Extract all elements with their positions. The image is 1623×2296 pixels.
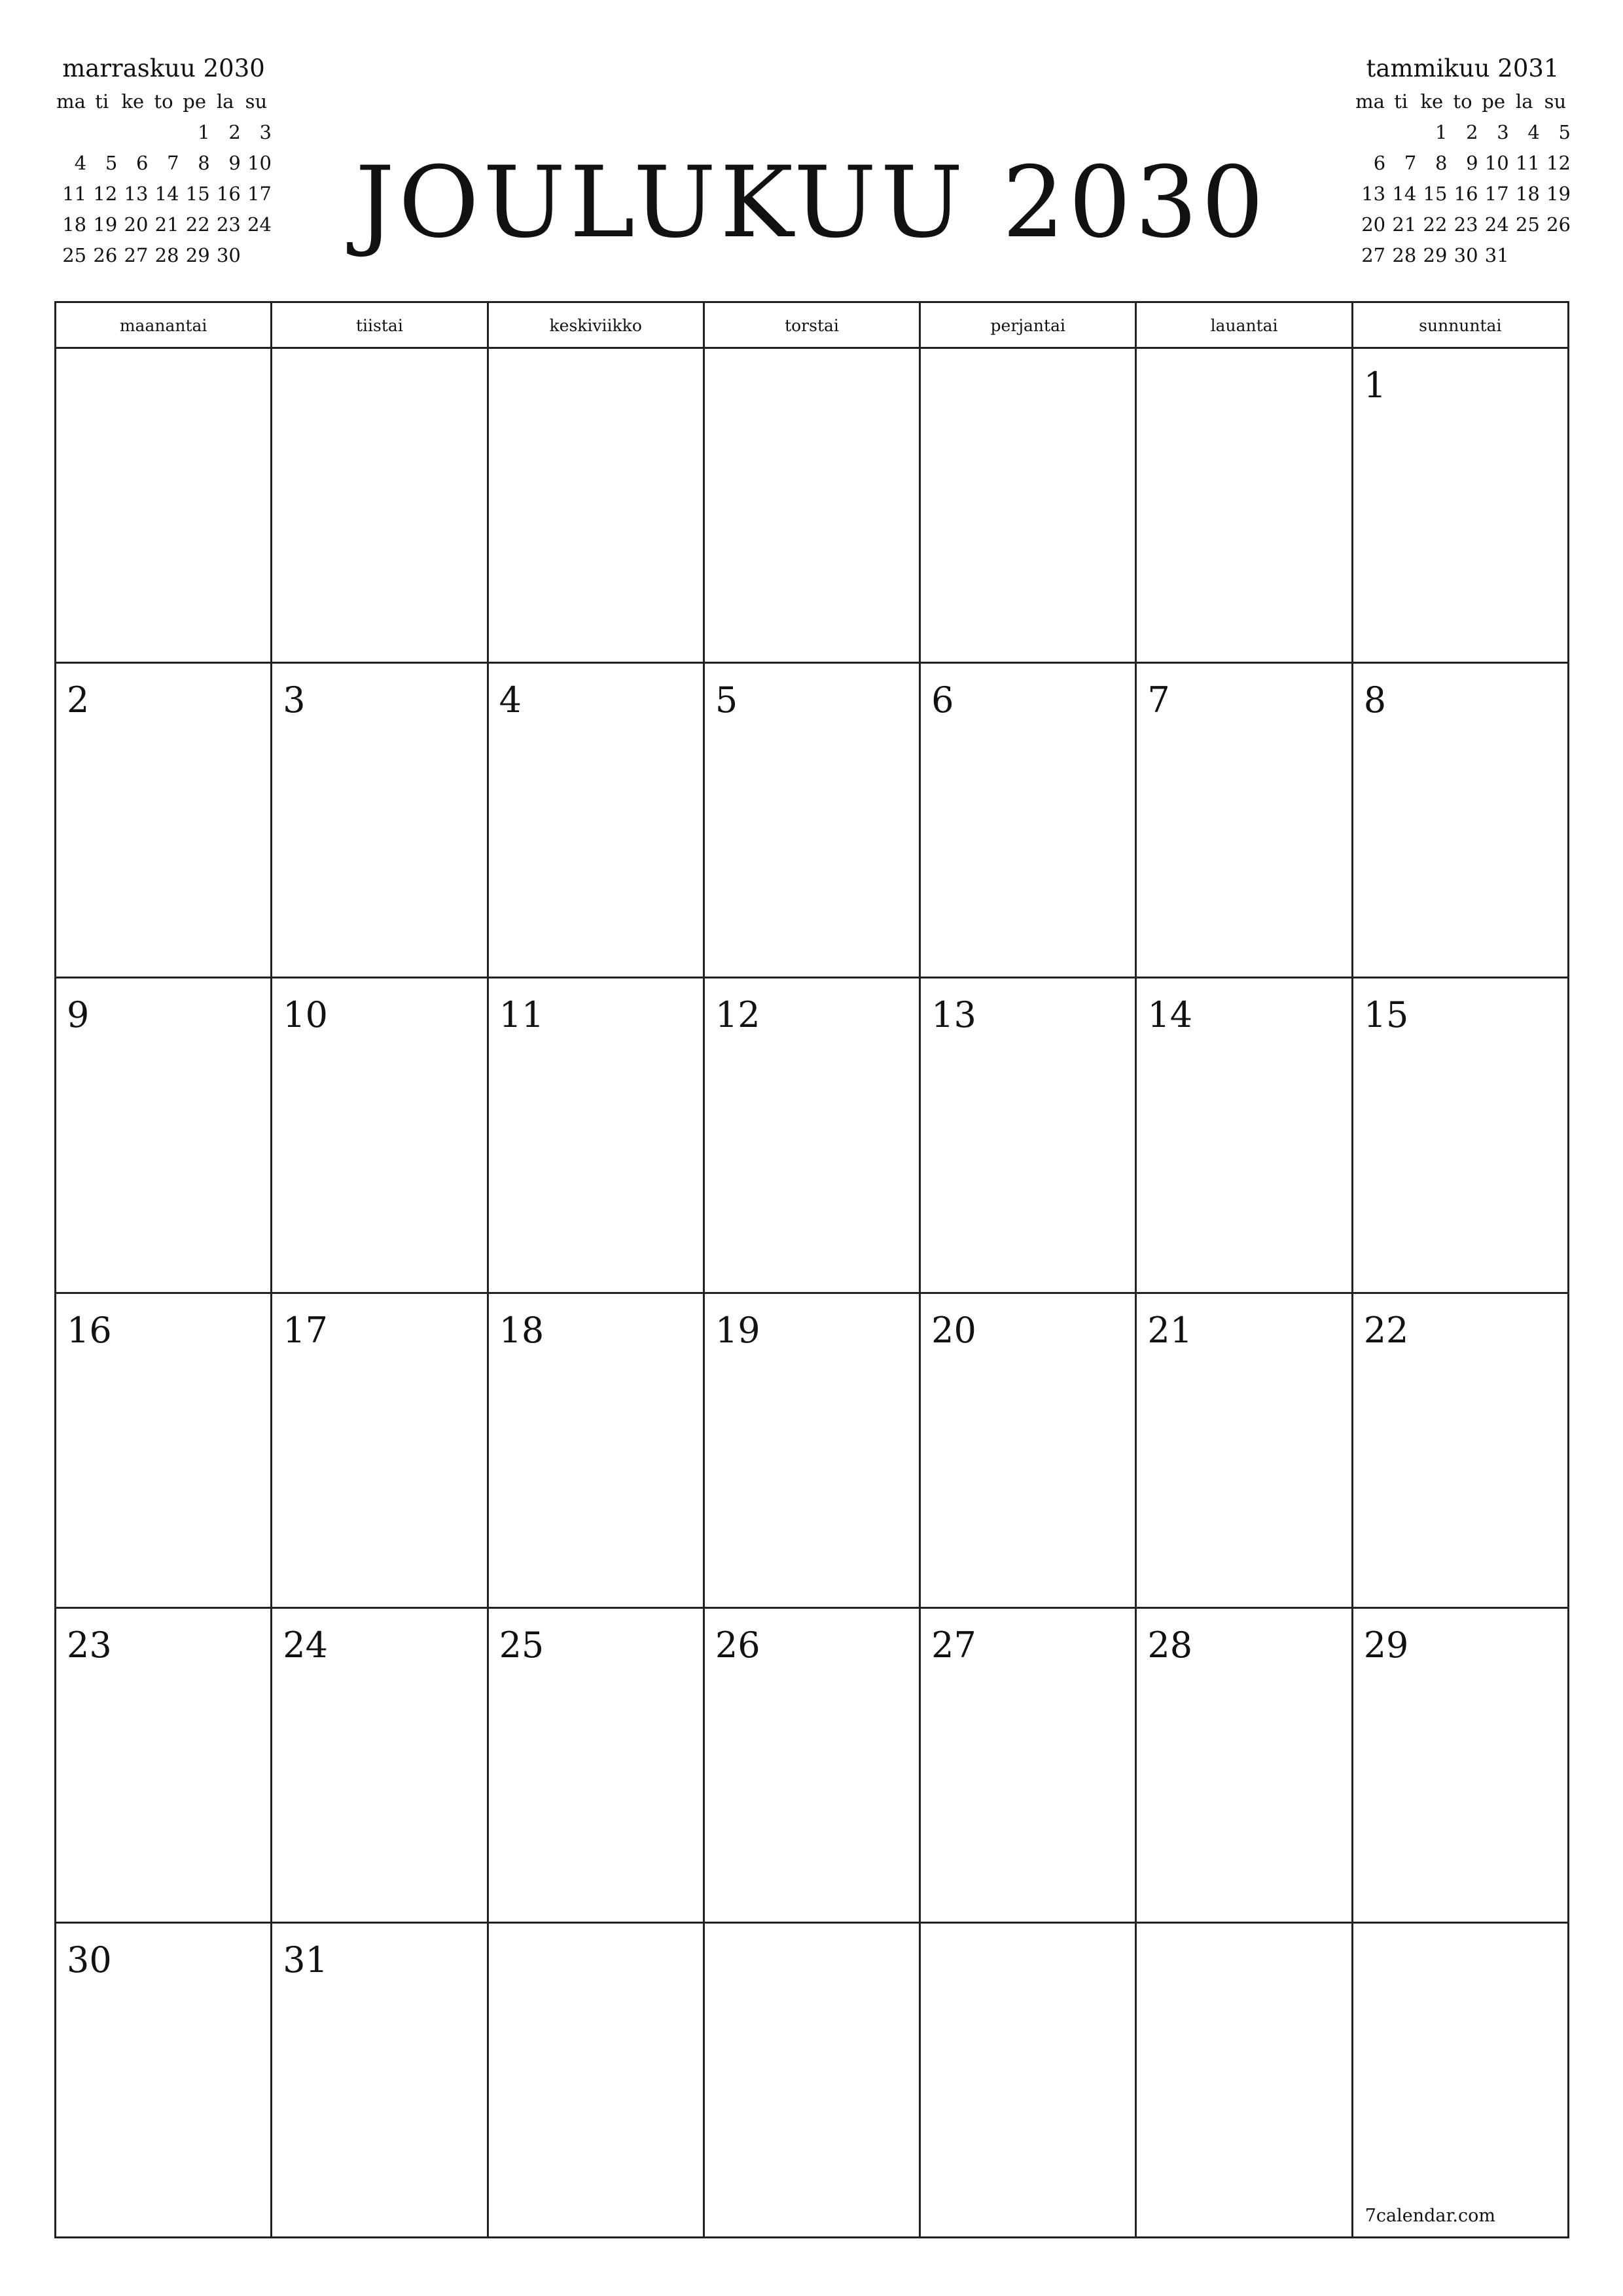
day-cell [56, 978, 272, 1291]
day-cell [705, 1294, 921, 1607]
mini-day: 29 [1423, 244, 1448, 266]
mini-day: 7 [1404, 152, 1417, 174]
mini-day: 12 [93, 183, 118, 205]
mini-day: 17 [247, 183, 272, 205]
day-cell [1353, 1924, 1567, 2236]
week-row [56, 1609, 1567, 1924]
mini-day: 21 [154, 213, 179, 236]
mini-day: 27 [124, 244, 149, 266]
mini-day: 11 [62, 183, 87, 205]
day-cell [489, 664, 705, 977]
weekday-header-row [56, 303, 1567, 349]
day-number: 13 [931, 994, 976, 1036]
mini-day: 15 [1423, 183, 1448, 205]
day-cell [56, 349, 272, 662]
day-cell [705, 1609, 921, 1922]
mini-day [117, 117, 148, 148]
day-number: 26 [715, 1624, 760, 1666]
day-cell [921, 1294, 1137, 1607]
mini-day: 12 [1546, 152, 1571, 174]
mini-day: 23 [216, 213, 241, 236]
weekday-header: maanantai [56, 303, 272, 347]
day-number: 3 [283, 679, 306, 721]
site-credit: 7calendar.com [1364, 2206, 1495, 2226]
mini-day: 11 [1515, 152, 1540, 174]
mini-weekday: ti [1394, 90, 1408, 113]
day-number: 4 [499, 679, 522, 721]
day-number: 5 [715, 679, 738, 721]
weekday-header: sunnuntai [1419, 316, 1502, 335]
day-number: 12 [715, 994, 760, 1036]
mini-day: 19 [1546, 183, 1571, 205]
mini-day: 5 [105, 152, 118, 174]
mini-weekday: ti [95, 90, 109, 113]
month-grid [54, 301, 1569, 2238]
day-number: 22 [1363, 1309, 1409, 1351]
day-number: 20 [931, 1309, 976, 1351]
day-number: 29 [1363, 1624, 1409, 1666]
mini-weekday: to [1453, 90, 1472, 113]
day-cell [489, 349, 705, 662]
mini-day: 13 [124, 183, 149, 205]
mini-day: 21 [1392, 213, 1417, 236]
mini-weekday: la [1515, 90, 1533, 113]
day-number: 8 [1363, 679, 1387, 721]
mini-day: 1 [1435, 121, 1448, 143]
day-cell [1137, 1609, 1353, 1922]
day-cell [272, 1294, 488, 1607]
mini-day: 8 [1435, 152, 1448, 174]
mini-day [148, 117, 179, 148]
day-cell [921, 1924, 1137, 2236]
day-number: 24 [283, 1624, 328, 1666]
day-cell [705, 978, 921, 1291]
day-cell [705, 1924, 921, 2236]
weekday-header: tiistai [272, 303, 488, 347]
mini-day: 28 [1392, 244, 1417, 266]
mini-day: 20 [1361, 213, 1386, 236]
day-number: 30 [67, 1939, 112, 1981]
day-cell [489, 978, 705, 1291]
mini-week-row [1355, 117, 1571, 148]
mini-day: 1 [198, 121, 210, 143]
mini-day: 19 [93, 213, 118, 236]
mini-day [56, 117, 86, 148]
day-cell [272, 1609, 488, 1922]
day-number: 16 [67, 1309, 112, 1351]
mini-weekday-row [1355, 86, 1571, 117]
mini-day [1355, 117, 1385, 148]
mini-day: 31 [1484, 244, 1509, 266]
mini-day: 8 [198, 152, 210, 174]
day-cell [705, 664, 921, 977]
mini-day: 3 [1497, 121, 1509, 143]
day-cell [56, 1294, 272, 1607]
mini-day: 9 [1466, 152, 1478, 174]
day-cell [1353, 349, 1567, 662]
week-row [56, 978, 1567, 1293]
week-row [56, 1294, 1567, 1609]
week-row [56, 664, 1567, 978]
day-number: 18 [499, 1309, 544, 1351]
mini-weekday: su [1544, 90, 1567, 113]
mini-day: 5 [1558, 121, 1571, 143]
mini-day: 24 [1484, 213, 1509, 236]
day-cell [921, 349, 1137, 662]
day-cell [56, 664, 272, 977]
day-number: 9 [67, 994, 90, 1036]
day-cell [56, 1924, 272, 2236]
mini-day: 14 [1392, 183, 1417, 205]
weekday-header: keskiviikko [489, 303, 705, 347]
day-number: 31 [283, 1939, 328, 1981]
mini-day: 20 [124, 213, 149, 236]
mini-day: 6 [1373, 152, 1386, 174]
mini-day: 3 [259, 121, 272, 143]
day-number: 7 [1147, 679, 1170, 721]
mini-day: 18 [62, 213, 87, 236]
mini-day: 2 [228, 121, 241, 143]
day-cell [1353, 1294, 1567, 1607]
mini-day: 30 [1454, 244, 1478, 266]
day-number: 25 [499, 1624, 544, 1666]
day-cell [489, 1294, 705, 1607]
day-number: 11 [499, 994, 544, 1036]
mini-day: 4 [1527, 121, 1540, 143]
mini-weekday: pe [1482, 90, 1505, 113]
day-number: 6 [931, 679, 954, 721]
mini-weekday: ke [1420, 90, 1444, 113]
mini-day: 26 [93, 244, 118, 266]
day-cell [1137, 349, 1353, 662]
mini-week-row [56, 117, 272, 148]
mini-day: 22 [1423, 213, 1448, 236]
day-cell [1137, 978, 1353, 1291]
mini-weekday: la [216, 90, 234, 113]
mini-day: 28 [154, 244, 179, 266]
day-cell [272, 664, 488, 977]
day-number: 27 [931, 1624, 976, 1666]
mini-day: 25 [1515, 213, 1540, 236]
mini-calendar-title: marraskuu 2030 [62, 54, 265, 82]
mini-day: 27 [1361, 244, 1386, 266]
mini-day: 7 [167, 152, 179, 174]
mini-day: 23 [1454, 213, 1478, 236]
day-cell [489, 1609, 705, 1922]
mini-day: 29 [185, 244, 210, 266]
day-number: 19 [715, 1309, 760, 1351]
day-cell [1353, 1609, 1567, 1922]
day-number: 21 [1147, 1309, 1193, 1351]
day-cell [1353, 664, 1567, 977]
day-cell [921, 978, 1137, 1291]
day-number: 14 [1147, 994, 1193, 1036]
day-number: 10 [283, 994, 328, 1036]
day-cell [272, 349, 488, 662]
day-cell [1137, 1924, 1353, 2236]
page-title: JOULUKUU 2030 [355, 146, 1268, 260]
day-number: 28 [1147, 1624, 1193, 1666]
day-number: 15 [1363, 994, 1409, 1036]
mini-day: 22 [185, 213, 210, 236]
day-number: 17 [283, 1309, 328, 1351]
day-cell [272, 1924, 488, 2236]
mini-weekday: ma [1355, 90, 1385, 113]
mini-day: 2 [1466, 121, 1478, 143]
day-cell [489, 1924, 705, 2236]
day-cell [1353, 978, 1567, 1291]
mini-weekday: ma [56, 90, 86, 113]
mini-day: 30 [216, 244, 241, 266]
mini-day: 17 [1484, 183, 1509, 205]
mini-day: 18 [1515, 183, 1540, 205]
mini-calendar-title: tammikuu 2031 [1366, 54, 1560, 82]
day-cell [272, 978, 488, 1291]
day-number: 23 [67, 1624, 112, 1666]
mini-weekday: ke [121, 90, 145, 113]
mini-weekday: su [245, 90, 268, 113]
mini-day: 9 [228, 152, 241, 174]
day-cell [1137, 1294, 1353, 1607]
day-cell [1137, 664, 1353, 977]
day-number: 1 [1363, 365, 1387, 406]
weekday-header: lauantai [1137, 303, 1353, 347]
mini-weekday: pe [183, 90, 206, 113]
mini-weekday: to [154, 90, 173, 113]
mini-day: 26 [1546, 213, 1571, 236]
mini-day: 4 [74, 152, 87, 174]
weekday-header: perjantai [921, 303, 1137, 347]
day-cell [921, 664, 1137, 977]
weeks [56, 349, 1567, 2236]
week-row [56, 1924, 1567, 2236]
mini-day: 10 [247, 152, 272, 174]
mini-day: 24 [247, 213, 272, 236]
weekday-header: torstai [705, 303, 921, 347]
mini-day [86, 117, 117, 148]
mini-day: 25 [62, 244, 87, 266]
day-cell [921, 1609, 1137, 1922]
mini-weekday-row [56, 86, 272, 117]
week-row [56, 349, 1567, 664]
mini-day: 13 [1361, 183, 1386, 205]
mini-day: 16 [216, 183, 241, 205]
mini-day: 10 [1484, 152, 1509, 174]
mini-day: 16 [1454, 183, 1478, 205]
day-cell [705, 349, 921, 662]
day-number: 2 [67, 679, 90, 721]
mini-day: 14 [154, 183, 179, 205]
mini-day: 6 [135, 152, 149, 174]
mini-day [1385, 117, 1416, 148]
mini-day: 15 [185, 183, 210, 205]
day-cell [56, 1609, 272, 1922]
